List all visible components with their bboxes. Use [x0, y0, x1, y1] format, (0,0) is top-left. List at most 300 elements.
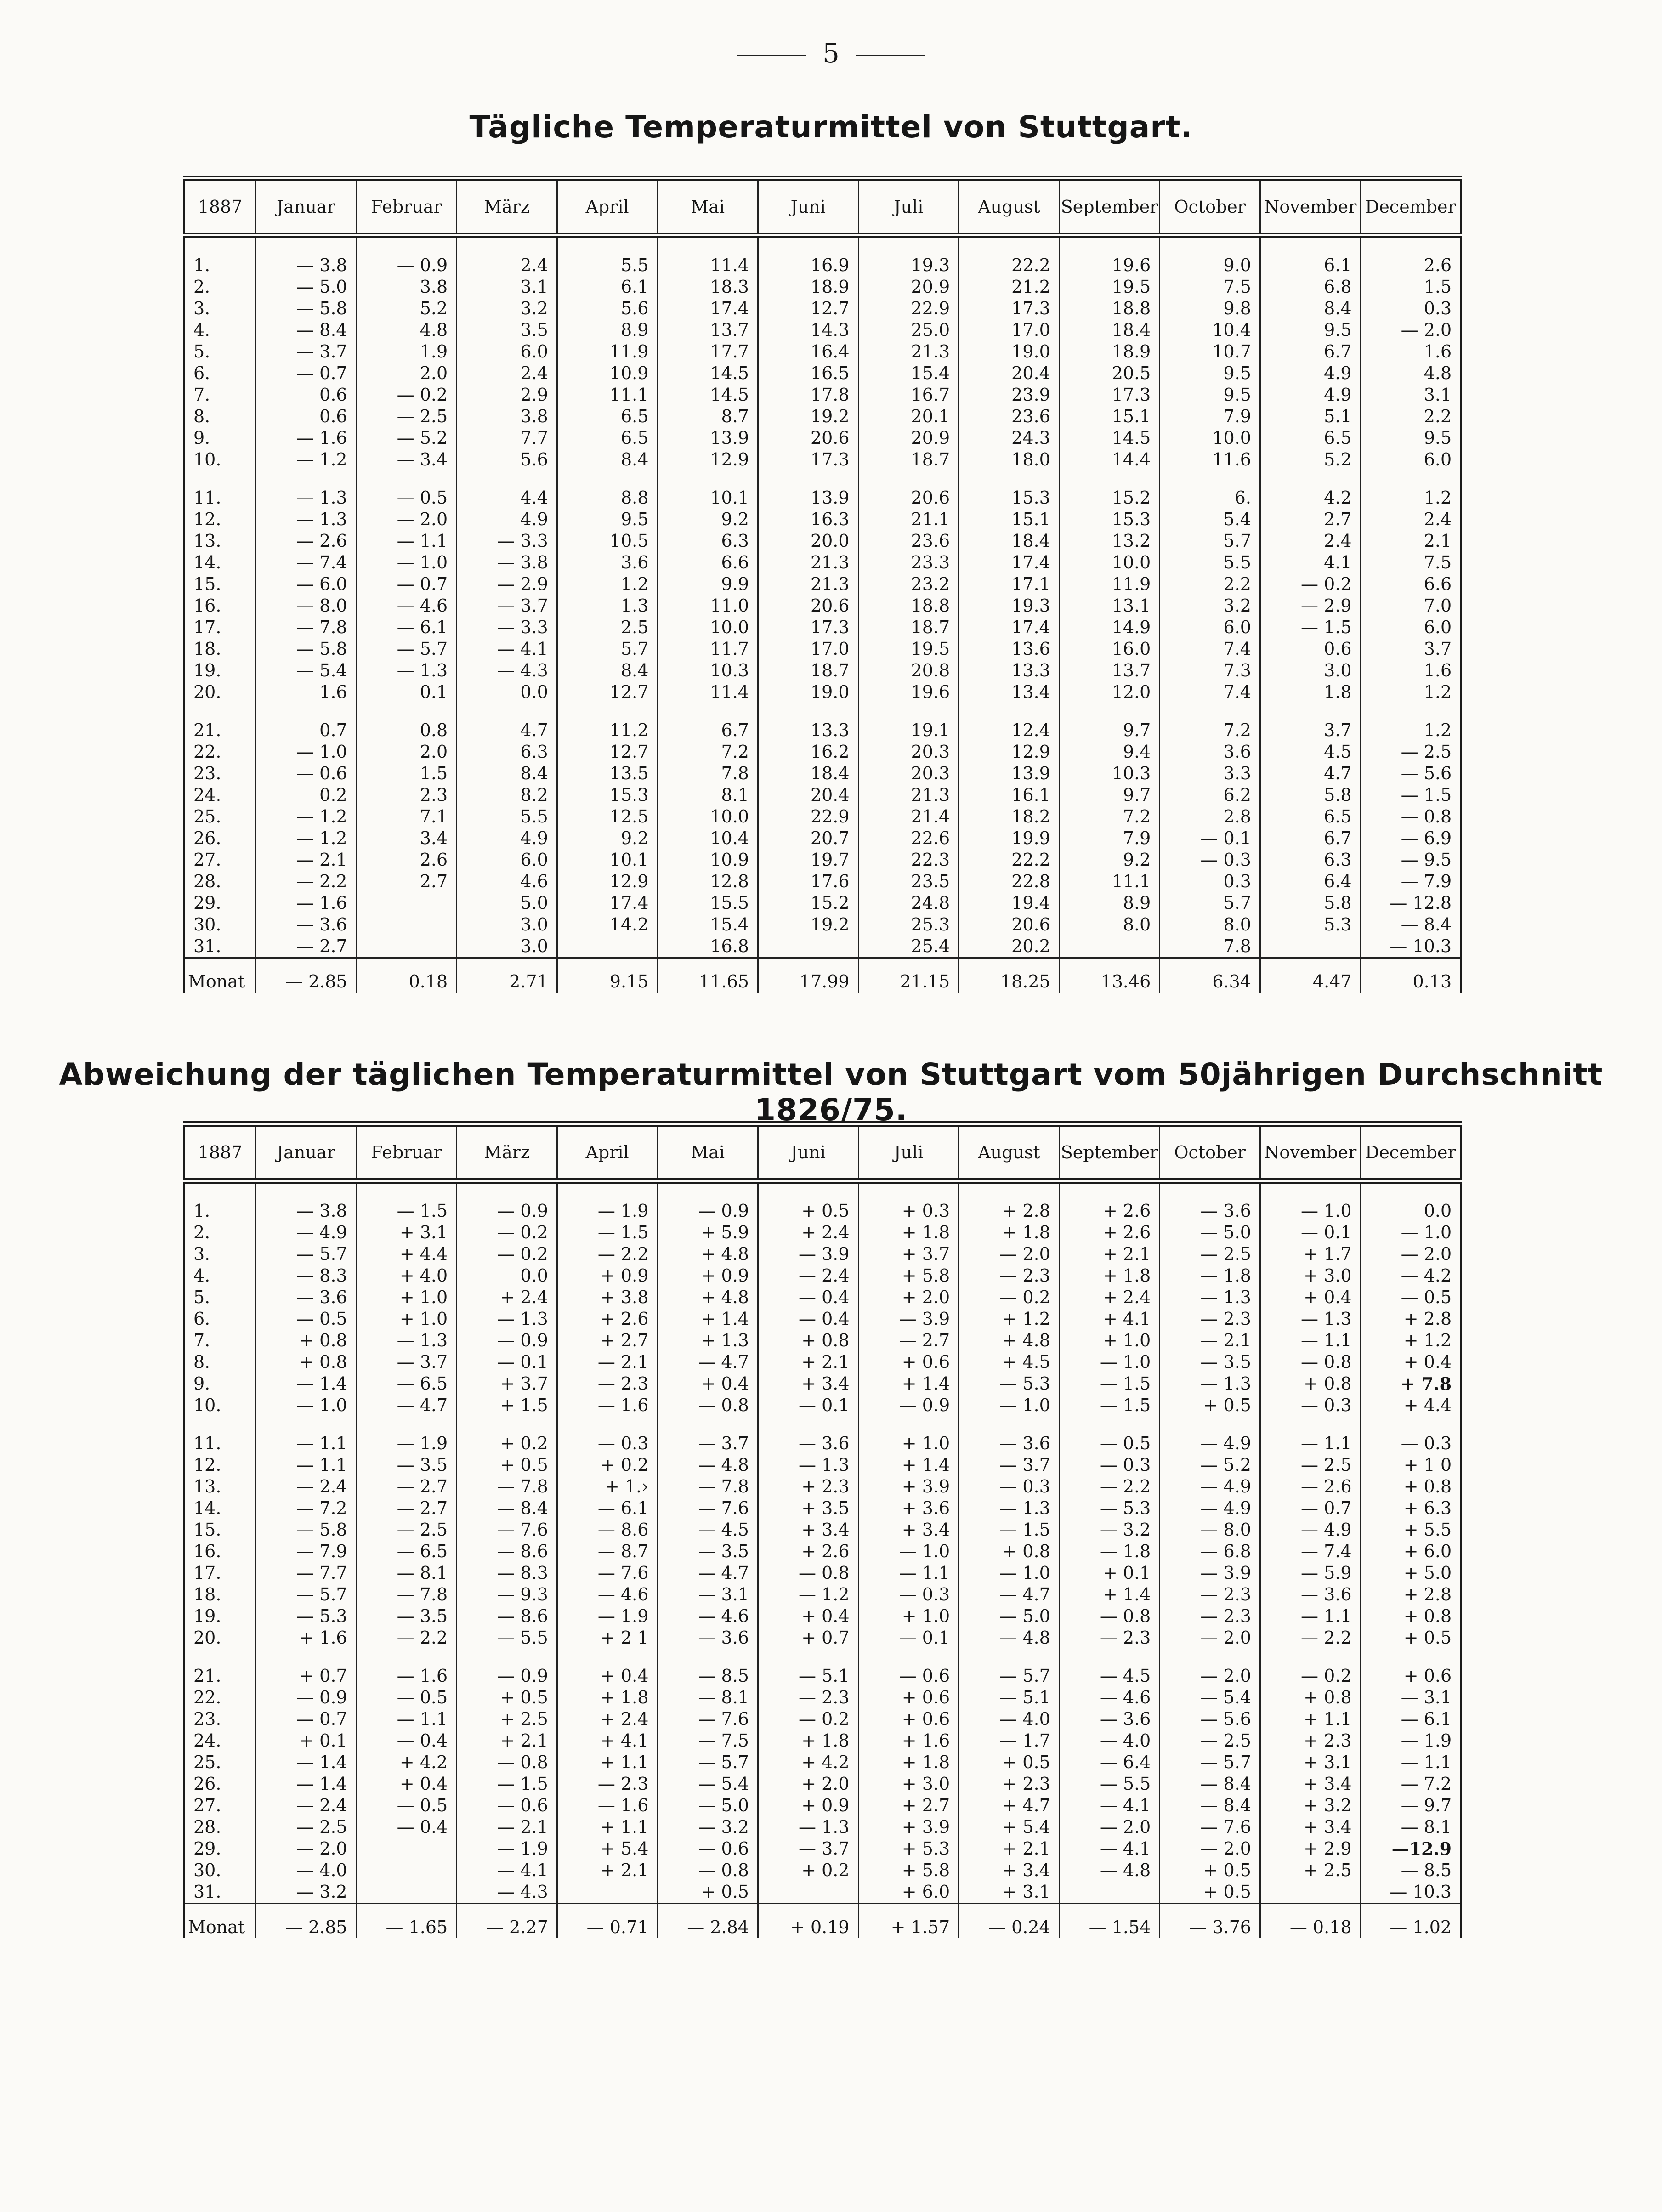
- value-cell: — 2.1: [457, 1816, 557, 1838]
- table-row: [184, 1562, 1461, 1584]
- table-row: [184, 1200, 1461, 1222]
- value-cell: — 1.1: [1361, 1752, 1461, 1773]
- monat-value: — 2.84: [658, 1904, 758, 1939]
- value-cell: — 2.6: [256, 530, 357, 552]
- spacer-cell: [356, 1181, 457, 1200]
- value-cell: 7.2: [658, 741, 758, 763]
- value-cell: 5.3: [1260, 914, 1361, 936]
- value-cell: — 5.4: [1160, 1687, 1260, 1708]
- value-cell: 4.8: [356, 319, 457, 341]
- value-cell: 6.1: [557, 276, 658, 298]
- value-cell: + 5.3: [858, 1838, 959, 1860]
- value-cell: — 7.2: [256, 1497, 357, 1519]
- value-cell: + 0.8: [959, 1541, 1060, 1562]
- value-cell: 2.2: [1160, 573, 1260, 595]
- value-cell: — 4.7: [658, 1351, 758, 1373]
- value-cell: + 3.9: [858, 1816, 959, 1838]
- value-cell: + 0.6: [858, 1351, 959, 1373]
- value-cell: — 0.8: [1361, 806, 1461, 828]
- value-cell: [758, 1881, 858, 1904]
- value-cell: 7.9: [1160, 406, 1260, 427]
- value-cell: — 5.9: [1260, 1562, 1361, 1584]
- value-cell: 21.3: [758, 573, 858, 595]
- table-row: [184, 1519, 1461, 1541]
- value-cell: + 0.4: [1260, 1287, 1361, 1308]
- value-cell: + 0.4: [758, 1605, 858, 1627]
- value-cell: — 3.8: [457, 552, 557, 573]
- value-cell: — 0.3: [1160, 849, 1260, 871]
- value-cell: 6.0: [1361, 617, 1461, 638]
- value-cell: — 0.1: [1260, 1222, 1361, 1243]
- value-cell: 6.7: [658, 720, 758, 741]
- value-cell: 2.1: [1361, 530, 1461, 552]
- monat-value: 0.18: [356, 958, 457, 993]
- value-cell: 14.5: [1059, 427, 1160, 449]
- value-cell: — 3.6: [1160, 1200, 1260, 1222]
- value-cell: 0.3: [1160, 871, 1260, 892]
- table-row: [184, 1860, 1461, 1881]
- value-cell: 9.5: [1260, 319, 1361, 341]
- year-header: 1887: [184, 178, 256, 235]
- table-row: [184, 914, 1461, 936]
- value-cell: 18.4: [758, 763, 858, 784]
- value-cell: — 4.6: [557, 1584, 658, 1605]
- value-cell: — 6.0: [256, 573, 357, 595]
- value-cell: — 3.6: [1059, 1708, 1160, 1730]
- day-number: 29.: [184, 892, 256, 914]
- value-cell: 9.0: [1160, 255, 1260, 276]
- table-row: [184, 363, 1461, 384]
- value-cell: — 10.3: [1361, 1881, 1461, 1904]
- table-row: [184, 1687, 1461, 1708]
- value-cell: + 1.4: [858, 1373, 959, 1395]
- value-cell: — 0.7: [356, 573, 457, 595]
- value-cell: 3.0: [1260, 660, 1361, 681]
- value-cell: 2.3: [356, 784, 457, 806]
- value-cell: 6.7: [1260, 828, 1361, 849]
- value-cell: — 1.0: [858, 1541, 959, 1562]
- day-number: 26.: [184, 828, 256, 849]
- value-cell: + 1.1: [1260, 1708, 1361, 1730]
- gap-cell: [1059, 1649, 1160, 1665]
- value-cell: — 8.1: [356, 1562, 457, 1584]
- month-header-3: März: [457, 178, 557, 235]
- value-cell: + 6.0: [1361, 1541, 1461, 1562]
- value-cell: 21.4: [858, 806, 959, 828]
- value-cell: — 4.6: [658, 1605, 758, 1627]
- value-cell: 12.9: [557, 871, 658, 892]
- day-number: 21.: [184, 1665, 256, 1687]
- month-header-3: März: [457, 1124, 557, 1181]
- value-cell: 16.9: [758, 255, 858, 276]
- day-number: 1.: [184, 1200, 256, 1222]
- value-cell: — 4.8: [1059, 1860, 1160, 1881]
- day-number: 8.: [184, 406, 256, 427]
- monat-value: — 0.24: [959, 1904, 1060, 1939]
- value-cell: + 1.2: [959, 1308, 1060, 1330]
- value-cell: — 1.4: [256, 1773, 357, 1795]
- value-cell: — 1.3: [1160, 1287, 1260, 1308]
- day-number: 9.: [184, 427, 256, 449]
- gap-cell: [658, 471, 758, 487]
- gap-cell: [758, 471, 858, 487]
- spacer-cell: [1160, 235, 1260, 255]
- monat-row: [184, 958, 1461, 993]
- value-cell: + 2.6: [1059, 1222, 1160, 1243]
- value-cell: + 3.1: [356, 1222, 457, 1243]
- gap-cell: [1059, 471, 1160, 487]
- value-cell: — 0.6: [256, 763, 357, 784]
- spacer-cell: [959, 235, 1060, 255]
- value-cell: — 1.2: [256, 806, 357, 828]
- value-cell: 6.6: [658, 552, 758, 573]
- value-cell: 10.7: [1160, 341, 1260, 363]
- value-cell: — 2.7: [356, 1476, 457, 1497]
- value-cell: 4.7: [457, 720, 557, 741]
- value-cell: 17.1: [959, 573, 1060, 595]
- gap-cell: [758, 1649, 858, 1665]
- temperature-deviation-table: [183, 1121, 1462, 1938]
- value-cell: 22.9: [758, 806, 858, 828]
- value-cell: + 2.8: [1361, 1308, 1461, 1330]
- value-cell: 16.0: [1059, 638, 1160, 660]
- day-number: 18.: [184, 1584, 256, 1605]
- value-cell: + 1.6: [858, 1730, 959, 1752]
- value-cell: 17.6: [758, 871, 858, 892]
- value-cell: + 2.6: [557, 1308, 658, 1330]
- value-cell: + 5.4: [557, 1838, 658, 1860]
- table-row: [184, 595, 1461, 617]
- day-number: 19.: [184, 1605, 256, 1627]
- page-number-text: 5: [822, 38, 840, 69]
- value-cell: 22.9: [858, 298, 959, 319]
- monat-value: + 1.57: [858, 1904, 959, 1939]
- value-cell: 5.7: [1160, 892, 1260, 914]
- spacer-cell: [184, 235, 256, 255]
- table-row: [184, 936, 1461, 958]
- value-cell: — 4.9: [1160, 1433, 1260, 1454]
- day-number: 27.: [184, 1795, 256, 1816]
- value-cell: 7.1: [356, 806, 457, 828]
- value-cell: + 4.0: [356, 1265, 457, 1287]
- value-cell: 25.0: [858, 319, 959, 341]
- day-number: 17.: [184, 1562, 256, 1584]
- value-cell: + 1.0: [858, 1605, 959, 1627]
- value-cell: 9.8: [1160, 298, 1260, 319]
- value-cell: + 0.4: [658, 1373, 758, 1395]
- value-cell: — 1.6: [256, 892, 357, 914]
- month-header-4: April: [557, 178, 658, 235]
- value-cell: — 0.9: [457, 1665, 557, 1687]
- value-cell: + 0.5: [959, 1752, 1060, 1773]
- table-row: [184, 849, 1461, 871]
- value-cell: 20.9: [858, 427, 959, 449]
- value-cell: — 1.6: [557, 1395, 658, 1416]
- value-cell: + 0.8: [758, 1330, 858, 1351]
- value-cell: 25.4: [858, 936, 959, 958]
- value-cell: — 4.9: [1260, 1519, 1361, 1541]
- day-number: 22.: [184, 1687, 256, 1708]
- table-row: [184, 530, 1461, 552]
- group-gap-row: [184, 471, 1461, 487]
- value-cell: — 0.8: [658, 1395, 758, 1416]
- table-row: [184, 828, 1461, 849]
- value-cell: + 3.4: [858, 1519, 959, 1541]
- value-cell: — 2.3: [557, 1373, 658, 1395]
- value-cell: 4.8: [1361, 363, 1461, 384]
- value-cell: — 4.8: [959, 1627, 1060, 1649]
- day-number: 30.: [184, 1860, 256, 1881]
- value-cell: — 3.6: [658, 1627, 758, 1649]
- value-cell: — 2.3: [758, 1687, 858, 1708]
- value-cell: 3.0: [457, 936, 557, 958]
- value-cell: 11.2: [557, 720, 658, 741]
- monat-value: 17.99: [758, 958, 858, 993]
- table-row: [184, 784, 1461, 806]
- gap-cell: [356, 471, 457, 487]
- value-cell: — 1.3: [1160, 1373, 1260, 1395]
- value-cell: 21.2: [959, 276, 1060, 298]
- value-cell: 8.4: [557, 449, 658, 471]
- month-header-1: Januar: [256, 178, 357, 235]
- value-cell: 2.6: [1361, 255, 1461, 276]
- day-number: 25.: [184, 806, 256, 828]
- value-cell: 13.5: [557, 763, 658, 784]
- value-cell: 12.7: [557, 741, 658, 763]
- value-cell: 19.6: [858, 681, 959, 703]
- value-cell: 1.8: [1260, 681, 1361, 703]
- value-cell: — 6.5: [356, 1373, 457, 1395]
- value-cell: — 0.3: [1260, 1395, 1361, 1416]
- value-cell: 5.7: [1160, 530, 1260, 552]
- value-cell: — 5.4: [256, 660, 357, 681]
- table-row: [184, 1795, 1461, 1816]
- value-cell: — 0.2: [1260, 1665, 1361, 1687]
- value-cell: — 3.3: [457, 617, 557, 638]
- value-cell: — 3.3: [457, 530, 557, 552]
- gap-cell: [959, 1649, 1060, 1665]
- value-cell: — 3.7: [356, 1351, 457, 1373]
- value-cell: 15.3: [1059, 509, 1160, 530]
- value-cell: — 4.3: [457, 660, 557, 681]
- value-cell: — 2.1: [1160, 1330, 1260, 1351]
- value-cell: — 4.9: [1160, 1476, 1260, 1497]
- value-cell: — 0.3: [1361, 1433, 1461, 1454]
- value-cell: — 5.8: [256, 298, 357, 319]
- value-cell: [356, 1881, 457, 1904]
- monat-row: [184, 1904, 1461, 1939]
- value-cell: — 1.3: [457, 1308, 557, 1330]
- value-cell: — 5.3: [1059, 1497, 1160, 1519]
- monat-value: — 2.85: [256, 1904, 357, 1939]
- value-cell: — 2.1: [256, 849, 357, 871]
- value-cell: — 5.3: [959, 1373, 1060, 1395]
- value-cell: + 0.8: [1260, 1687, 1361, 1708]
- value-cell: 8.9: [1059, 892, 1160, 914]
- value-cell: 2.7: [1260, 509, 1361, 530]
- table-row: [184, 741, 1461, 763]
- gap-cell: [658, 1416, 758, 1433]
- value-cell: + 2.6: [1059, 1200, 1160, 1222]
- value-cell: — 7.9: [256, 1541, 357, 1562]
- day-number: 31.: [184, 936, 256, 958]
- value-cell: — 6.8: [1160, 1541, 1260, 1562]
- value-cell: — 0.5: [356, 1687, 457, 1708]
- month-header-10: October: [1160, 1124, 1260, 1181]
- value-cell: 18.7: [858, 617, 959, 638]
- value-cell: 5.0: [457, 892, 557, 914]
- day-number: 23.: [184, 1708, 256, 1730]
- value-cell: 10.0: [658, 617, 758, 638]
- value-cell: 11.1: [1059, 871, 1160, 892]
- value-cell: — 1.0: [1059, 1351, 1160, 1373]
- value-cell: — 0.4: [758, 1287, 858, 1308]
- value-cell: 22.6: [858, 828, 959, 849]
- value-cell: — 1.1: [356, 530, 457, 552]
- monat-value: — 1.02: [1361, 1904, 1461, 1939]
- value-cell: + 0.6: [1361, 1665, 1461, 1687]
- table-row: [184, 1838, 1461, 1860]
- value-cell: 3.5: [457, 319, 557, 341]
- value-cell: — 0.1: [758, 1395, 858, 1416]
- gap-cell: [457, 471, 557, 487]
- month-header-7: Juli: [858, 1124, 959, 1181]
- table-row: [184, 617, 1461, 638]
- value-cell: — 1.1: [256, 1454, 357, 1476]
- gap-cell: [858, 1416, 959, 1433]
- value-cell: 17.4: [959, 617, 1060, 638]
- value-cell: 10.1: [557, 849, 658, 871]
- value-cell: — 5.0: [959, 1605, 1060, 1627]
- value-cell: 20.2: [959, 936, 1060, 958]
- value-cell: 17.3: [959, 298, 1060, 319]
- gap-cell: [457, 703, 557, 720]
- value-cell: — 1.5: [457, 1773, 557, 1795]
- table-row: [184, 1395, 1461, 1416]
- value-cell: 2.6: [356, 849, 457, 871]
- value-cell: — 1.0: [1260, 1200, 1361, 1222]
- value-cell: [758, 936, 858, 958]
- value-cell: — 5.4: [658, 1773, 758, 1795]
- day-number: 28.: [184, 871, 256, 892]
- value-cell: + 1 0: [1361, 1454, 1461, 1476]
- value-cell: 18.3: [658, 276, 758, 298]
- value-cell: — 2.9: [457, 573, 557, 595]
- gap-cell: [1361, 703, 1461, 720]
- day-number: 6.: [184, 363, 256, 384]
- value-cell: — 4.0: [1059, 1730, 1160, 1752]
- value-cell: — 0.1: [1160, 828, 1260, 849]
- value-cell: 13.2: [1059, 530, 1160, 552]
- value-cell: — 7.4: [256, 552, 357, 573]
- table-row: [184, 276, 1461, 298]
- value-cell: — 2.3: [1059, 1627, 1160, 1649]
- value-cell: — 1.5: [557, 1222, 658, 1243]
- month-header-6: Juni: [758, 178, 858, 235]
- value-cell: 3.2: [457, 298, 557, 319]
- value-cell: + 0.8: [256, 1351, 357, 1373]
- value-cell: — 3.7: [457, 595, 557, 617]
- value-cell: 18.8: [858, 595, 959, 617]
- value-cell: — 5.6: [1361, 763, 1461, 784]
- value-cell: 3.1: [1361, 384, 1461, 406]
- value-cell: 12.0: [1059, 681, 1160, 703]
- value-cell: — 1.5: [356, 1200, 457, 1222]
- value-cell: — 6.9: [1361, 828, 1461, 849]
- value-cell: — 4.9: [1160, 1497, 1260, 1519]
- value-cell: — 0.9: [457, 1330, 557, 1351]
- value-cell: 0.0: [1361, 1200, 1461, 1222]
- value-cell: 13.7: [658, 319, 758, 341]
- spacer-cell: [1059, 1181, 1160, 1200]
- value-cell: 9.5: [557, 509, 658, 530]
- spacer-cell: [557, 235, 658, 255]
- value-cell: — 3.5: [356, 1454, 457, 1476]
- gap-cell: [1160, 703, 1260, 720]
- value-cell: 10.0: [1160, 427, 1260, 449]
- value-cell: + 0.5: [1160, 1860, 1260, 1881]
- value-cell: — 0.5: [1361, 1287, 1461, 1308]
- monat-value: — 2.27: [457, 1904, 557, 1939]
- value-cell: 8.0: [1160, 914, 1260, 936]
- value-cell: 6.2: [1160, 784, 1260, 806]
- value-cell: 7.2: [1059, 806, 1160, 828]
- value-cell: 19.2: [758, 406, 858, 427]
- table-row: [184, 573, 1461, 595]
- gap-cell: [1260, 1416, 1361, 1433]
- table-row: [184, 1497, 1461, 1519]
- value-cell: — 2.3: [1160, 1584, 1260, 1605]
- value-cell: + 2.4: [557, 1708, 658, 1730]
- value-cell: — 1.0: [959, 1395, 1060, 1416]
- value-cell: 6.7: [1260, 341, 1361, 363]
- value-cell: 1.6: [1361, 341, 1461, 363]
- gap-cell: [959, 1416, 1060, 1433]
- value-cell: 5.6: [457, 449, 557, 471]
- table-row: [184, 1454, 1461, 1476]
- value-cell: 12.7: [557, 681, 658, 703]
- value-cell: + 0.9: [557, 1265, 658, 1287]
- value-cell: 13.6: [959, 638, 1060, 660]
- value-cell: 22.2: [959, 849, 1060, 871]
- value-cell: + 3.4: [959, 1860, 1060, 1881]
- value-cell: 7.8: [658, 763, 758, 784]
- table-row: [184, 1665, 1461, 1687]
- value-cell: 17.0: [959, 319, 1060, 341]
- value-cell: — 10.3: [1361, 936, 1461, 958]
- table1-header-row: [184, 178, 1461, 235]
- value-cell: + 3.7: [858, 1243, 959, 1265]
- value-cell: 6.1: [1260, 255, 1361, 276]
- gap-cell: [356, 1649, 457, 1665]
- spacer-cell: [256, 235, 357, 255]
- gap-cell: [1260, 1649, 1361, 1665]
- table-row: [184, 427, 1461, 449]
- month-header-2: Februar: [356, 1124, 457, 1181]
- value-cell: — 0.3: [858, 1584, 959, 1605]
- value-cell: 6.: [1160, 487, 1260, 509]
- value-cell: — 1.5: [1059, 1373, 1160, 1395]
- monat-value: — 1.54: [1059, 1904, 1160, 1939]
- spacer-cell: [184, 1181, 256, 1200]
- value-cell: — 3.4: [356, 449, 457, 471]
- value-cell: 18.0: [959, 449, 1060, 471]
- value-cell: + 1.4: [858, 1454, 959, 1476]
- value-cell: + 0.6: [858, 1708, 959, 1730]
- value-cell: — 2.3: [557, 1773, 658, 1795]
- value-cell: — 2.1: [557, 1351, 658, 1373]
- day-number: 23.: [184, 763, 256, 784]
